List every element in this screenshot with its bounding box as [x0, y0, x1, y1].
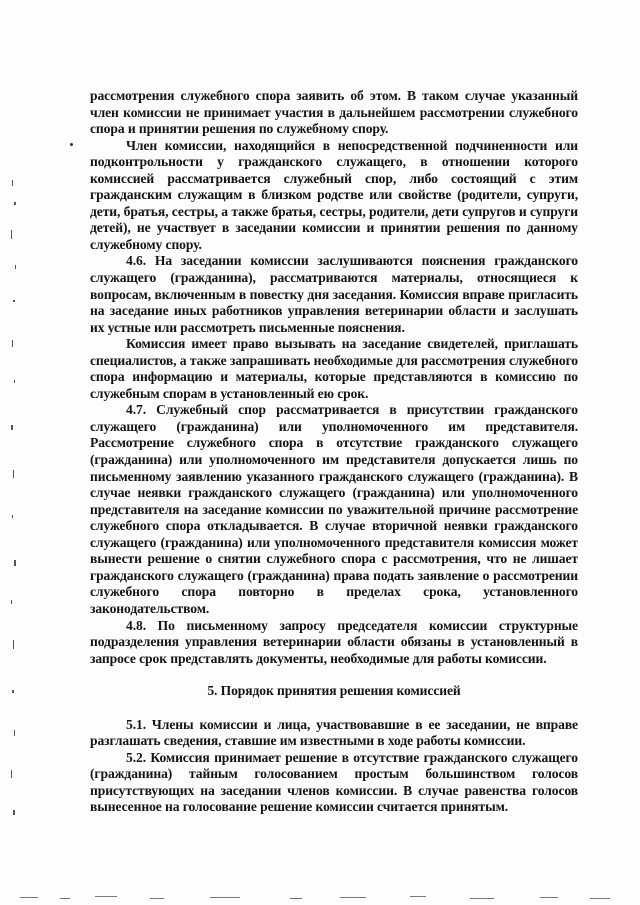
paragraph: 4.6. На заседании комиссии заслушиваются пояснения гражданского служащего (гражданина), рассматриваются материалы, относящиеся к вопросам, включенным в повестку дня заседания. Комиссия вправе пригласить на заседание иных работников управления ветеринарии области и заслушать их устные или рассмотреть письменные пояснения. [90, 253, 578, 335]
paragraph: 5.2. Комиссия принимает решение в отсутствие гражданского служащего (гражданина) тайным голосованием простым большинством голосов присутствующих на заседании членов комиссии. В случае равенства голосов вынесенное на голосование решение комиссии считается принятым. [90, 749, 578, 815]
scan-edge-artifact [0, 170, 34, 830]
paragraph: Комиссия имеет право вызывать на заседание свидетелей, приглашать специалистов, а также запрашивать необходимые для рассмотрения служебного спора информацию и материалы, которые представляются в комиссию по служебным спорам в установленный ею срок. [90, 336, 578, 401]
paragraph: Член комиссии, находящийся в непосредственной подчиненности или подконтрольности у гражданского служащего, в отношении которого комиссией рассматривается служебный спор, либо состоящий с этим гражданским служащим в близком родстве или свойстве (родители, супруги, дети, братья, сестры, а также братья, сестры, родители, дети супругов и супруги детей), не участвует в заседании комиссии и принятии решения по данному служебному спору. [90, 137, 578, 252]
paragraph: 4.7. Служебный спор рассматривается в присутствии гражданского служащего (гражданина) или уполномоченного им представителя. Рассмотрение служебного спора в отсутствие гражданского служащего (гражданина) или уполномоченного им представителя допускается лишь по письменному заявлению указанного гражданского служащего (гражданина). В случае неявки гражданского служащего (гражданина) или уполномоченного представителя на заседание комиссии по уважительной причине рассмотрение служебного спора откладывается. В случае вторичной неявки гражданского служащего (гражданина) или уполномоченного представителя комиссия может вынести решение о снятии служебного спора с рассмотрения, что не лишает гражданского служащего (гражданина) права подать заявление о рассмотрении служебного спора повторно в пределах срока, установленного законодательством. [90, 402, 578, 616]
document-body [90, 88, 578, 816]
scan-bottom-artifact [0, 893, 640, 903]
paragraph: 5.1. Члены комиссии и лица, участвовавшие в ее заседании, не вправе разглашать сведения, ставшие им известными в ходе работы комиссии. [90, 716, 578, 749]
paragraph: рассмотрения служебного спора заявить об этом. В таком случае указанный член комиссии не принимает участия в дальнейшем рассмотрении служебного спора и принятии решения по служебному спору. [90, 88, 578, 137]
paragraph: 4.8. По письменному запросу председателя комиссии структурные подразделения управления ветеринарии области обязаны в установленный в запросе срок представлять документы, необходимые для работы комиссии. [90, 617, 578, 666]
stray-ink-mark [70, 143, 73, 146]
section-heading: 5. Порядок принятия решения комиссией [207, 683, 461, 699]
